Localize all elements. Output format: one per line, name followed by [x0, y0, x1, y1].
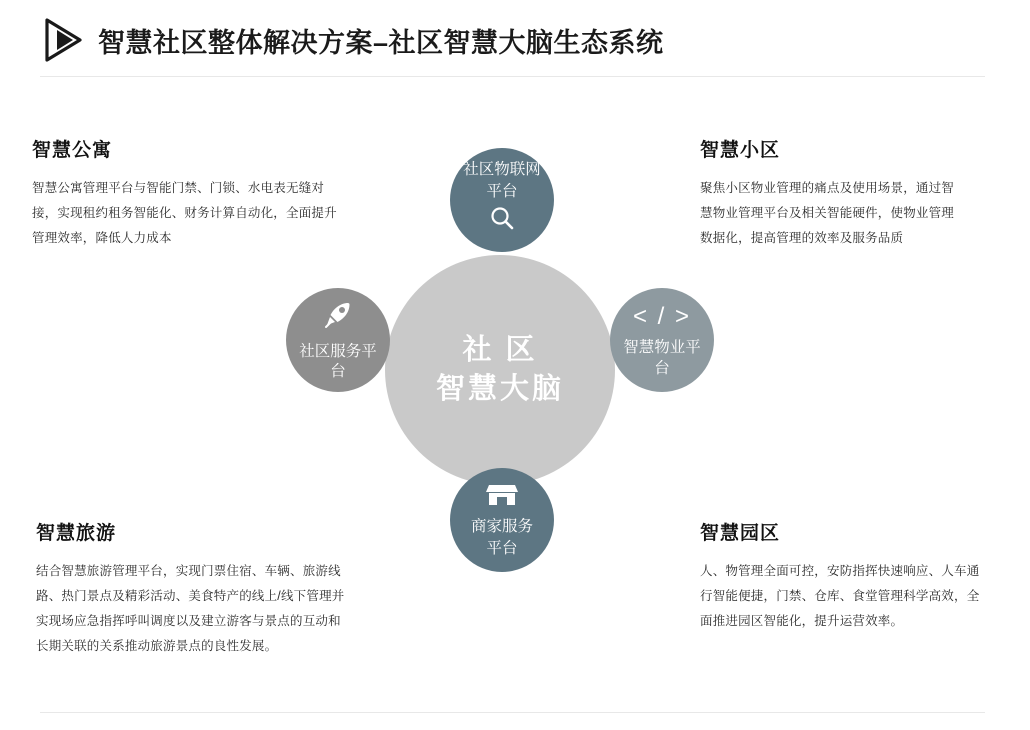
- section-title: 智慧小区: [700, 140, 781, 161]
- magnifier-icon: [487, 204, 517, 240]
- core-label-line1: 社 区: [462, 333, 538, 366]
- section-body: 智慧公寓管理平台与智能门禁、门锁、水电表无缝对接，实现租约租务智能化、财务计算自动化，全面提升管理效率，降低人力成本: [32, 181, 337, 245]
- section-smart-community: [700, 135, 965, 251]
- code-brackets-icon: < / >: [632, 303, 692, 331]
- section-title: 智慧园区: [700, 523, 781, 544]
- diagram-node-property-platform[interactable]: [610, 288, 714, 392]
- diagram-node-iot-platform[interactable]: [450, 148, 554, 252]
- section-body: 结合智慧旅游管理平台，实现门票住宿、车辆、旅游线路、热门景点及精彩活动、美食特产的线上/线下管理并实现场应急指挥呼叫调度以及建立游客与景点的互动和长期关联的关系推动旅游景点的良性发展。: [36, 564, 345, 653]
- node-label-line2: 平台: [486, 540, 518, 558]
- header-divider: [40, 76, 985, 77]
- node-label-line1: 智慧物业平台: [623, 339, 701, 377]
- section-title: 智慧公寓: [32, 140, 113, 161]
- section-title: 智慧旅游: [36, 523, 117, 544]
- section-body: 人、物管理全面可控，安防指挥快速响应、人车通行智能便捷，门禁、仓库、食堂管理科学高效，全面推进园区智能化，提升运营效率。: [700, 564, 980, 628]
- section-smart-apartment: [32, 135, 342, 251]
- core-label-line2: 智慧大脑: [435, 373, 564, 405]
- shop-awning-icon: [485, 481, 519, 515]
- node-label-line1: 商家服务: [470, 517, 533, 535]
- section-smart-tourism: [36, 518, 346, 659]
- page-title: 智慧社区整体解决方案–社区智慧大脑生态系统: [98, 27, 664, 58]
- section-smart-park: [700, 518, 980, 634]
- page-header: [44, 18, 664, 62]
- diagram-node-merchant-platform[interactable]: [450, 468, 554, 572]
- node-label-line2: 平台: [486, 182, 518, 200]
- triangle-play-logo-icon: [44, 18, 84, 62]
- node-label-line1: 社区物联网: [463, 160, 541, 178]
- diagram-node-service-platform[interactable]: [286, 288, 390, 392]
- rocket-icon: [321, 298, 355, 338]
- ecosystem-diagram: [280, 130, 750, 610]
- section-body: 聚焦小区物业管理的痛点及使用场景，通过智慧物业管理平台及相关智能硬件，使物业管理数据化，提高管理的效率及服务品质: [700, 181, 955, 245]
- footer-divider: [40, 712, 985, 713]
- diagram-core-node: [385, 255, 615, 485]
- node-label-line1: 社区服务平台: [299, 342, 377, 381]
